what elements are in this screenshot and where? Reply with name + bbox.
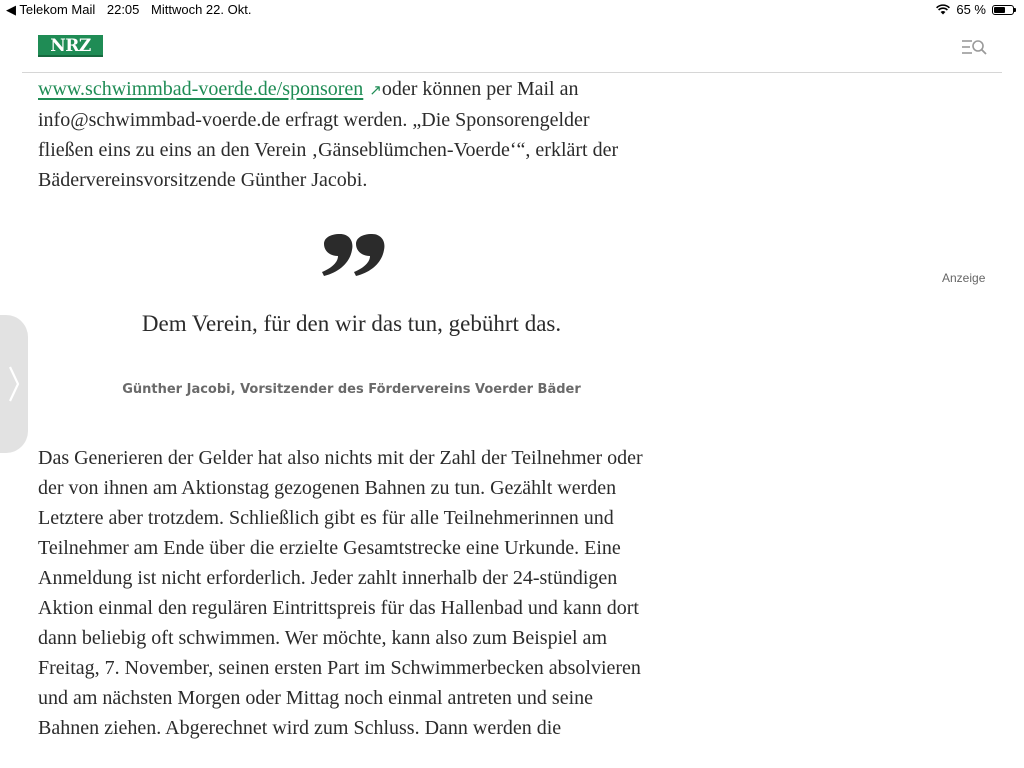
site-header — [22, 20, 1002, 73]
status-bar — [0, 0, 1024, 20]
quote-mark-icon — [318, 232, 388, 282]
chevron-right-icon — [0, 315, 28, 453]
pull-quote: Dem Verein, für den wir das tun, gebührt das. — [141, 311, 562, 336]
paragraph-text: oder können per Mail an info@schwimmbad-voerde.de erfragt werden. „Die Sponsorengelder fließen eins zu eins an den Verein ‚Gänseblümchen-Voerde‘“, erklärt der Bädervereinsvorsitzende Günther Jacobi. — [38, 78, 619, 191]
status-date: Mittwoch 22. Okt. — [151, 2, 252, 17]
battery-percent: 65 % — [956, 2, 986, 17]
sponsor-link[interactable]: www.schwimmbad-voerde.de/sponsoren — [38, 78, 364, 100]
nrz-logo[interactable]: NRZ — [38, 35, 103, 57]
external-link-icon: ↗ — [369, 81, 382, 99]
back-app-label: Telekom Mail — [19, 2, 96, 17]
back-to-app-link[interactable]: ◀ Telekom Mail — [6, 2, 96, 17]
quote-source: Günther Jacobi, Vorsitzender des Fördervereins Voerder Bäder — [122, 382, 581, 397]
side-panel-handle[interactable] — [0, 315, 28, 453]
article-paragraph: Das Generieren der Gelder hat also nichts mit der Zahl der Teilnehmer oder der von ihnen am Aktionstag gezogenen Bahnen zu tun. Gezählt werden Letztere aber trotzdem. Schließlich gibt es für alle Teilnehmerinnen und Teilnehmer am Ende über die erzielte Gesamtstrecke eine Urkunde. Eine Anmeldung ist nicht erforderlich. Jeder zahlt innerhalb der 24-stündigen Aktion einmal den regulären Eintrittspreis für das Hallenbad und kann dort dann beliebig oft schwimmen. Wer möchte, kann also zum Beispiel am Freitag, 7. November, seinen ersten Part im Schwimmerbecken absolvieren und am nächsten Morgen oder Mittag noch einmal antreten und seine Bahnen ziehen. Abgerechnet wird zum Schluss. Dann werden die — [38, 447, 643, 739]
wifi-icon — [936, 4, 950, 15]
status-time: 22:05 — [106, 2, 140, 17]
menu-search-icon[interactable] — [960, 38, 988, 56]
ad-label: Anzeige — [942, 271, 986, 285]
article-paragraph — [38, 74, 650, 195]
battery-icon — [992, 5, 1014, 15]
